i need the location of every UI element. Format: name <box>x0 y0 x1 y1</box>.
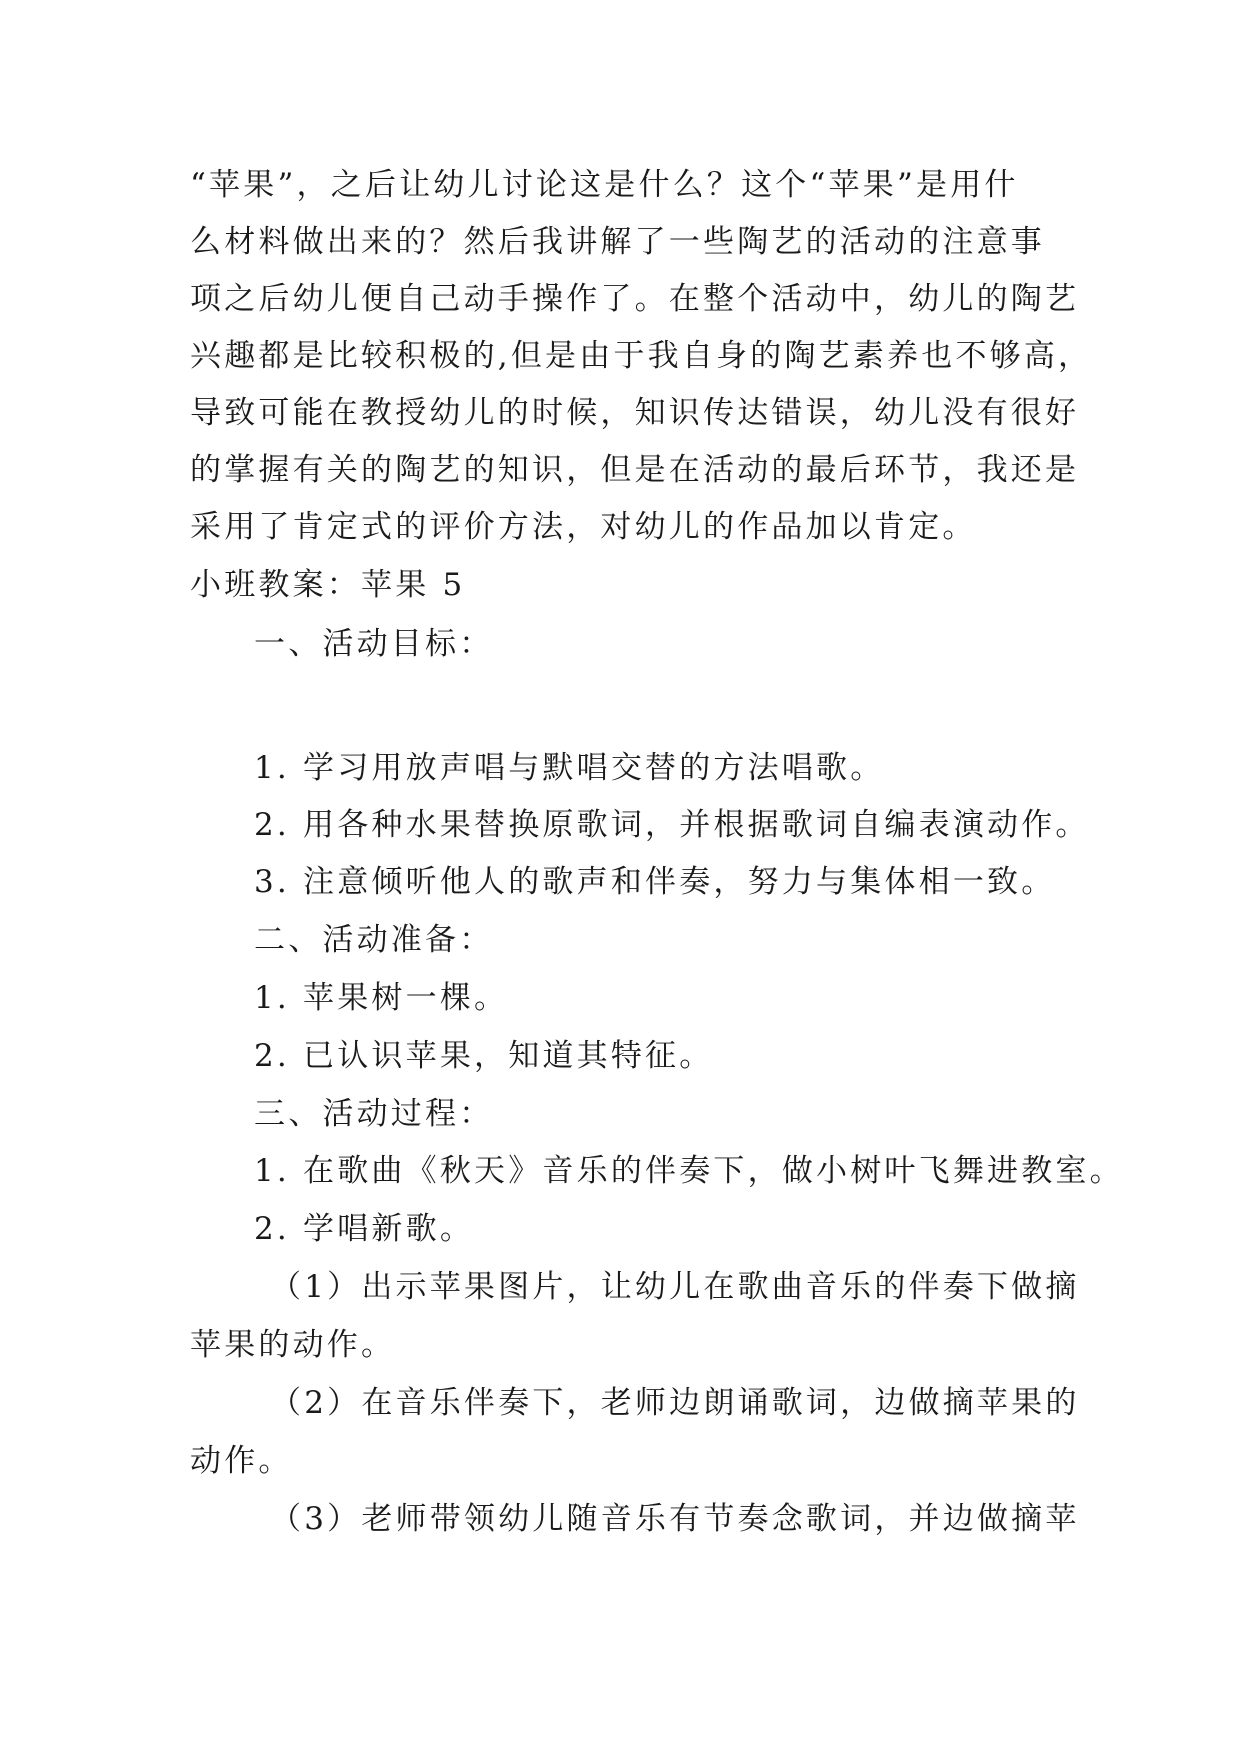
list-item: 3. 注意倾听他人的歌声和伴奏，努力与集体相一致。 <box>254 864 1056 900</box>
paragraph-line: （2）在音乐伴奏下，老师边朗诵歌词，边做摘苹果的 <box>270 1385 1080 1421</box>
list-item: 2. 学唱新歌。 <box>254 1211 475 1247</box>
paragraph-line: 动作。 <box>190 1443 293 1479</box>
paragraph-line: 苹果的动作。 <box>190 1327 396 1363</box>
section-title: 小班教案：苹果 5 <box>190 567 466 603</box>
paragraph-line: 导致可能在教授幼儿的时候，知识传达错误，幼儿没有很好 <box>190 395 1080 431</box>
list-item: 2. 已认识苹果，知道其特征。 <box>254 1038 714 1074</box>
paragraph-line: 的掌握有关的陶艺的知识，但是在活动的最后环节，我还是 <box>190 452 1080 488</box>
section-heading: 三、活动过程： <box>254 1096 494 1132</box>
paragraph-line: 么材料做出来的？然后我讲解了一些陶艺的活动的注意事 <box>190 224 1045 260</box>
paragraph-line: 兴趣都是比较积极的,但是由于我自身的陶艺素养也不够高， <box>190 338 1093 374</box>
list-item: 1. 在歌曲《秋天》音乐的伴奏下，做小树叶飞舞进教室。 <box>254 1153 1124 1189</box>
list-item: 1. 苹果树一棵。 <box>254 980 509 1016</box>
paragraph-line: 采用了肯定式的评价方法，对幼儿的作品加以肯定。 <box>190 509 977 545</box>
paragraph-line: （3）老师带领幼儿随音乐有节奏念歌词，并边做摘苹 <box>270 1501 1080 1537</box>
list-item: 1. 学习用放声唱与默唱交替的方法唱歌。 <box>254 750 885 786</box>
paragraph-line: 项之后幼儿便自己动手操作了。在整个活动中，幼儿的陶艺 <box>190 281 1080 317</box>
list-item: 2. 用各种水果替换原歌词，并根据歌词自编表演动作。 <box>254 807 1090 843</box>
paragraph-line: “苹果”，之后让幼儿讨论这是什么？这个“苹果”是用什 <box>190 167 1019 203</box>
section-heading: 一、活动目标： <box>254 626 494 662</box>
section-heading: 二、活动准备： <box>254 922 494 958</box>
paragraph-line: （1）出示苹果图片，让幼儿在歌曲音乐的伴奏下做摘 <box>270 1269 1080 1305</box>
